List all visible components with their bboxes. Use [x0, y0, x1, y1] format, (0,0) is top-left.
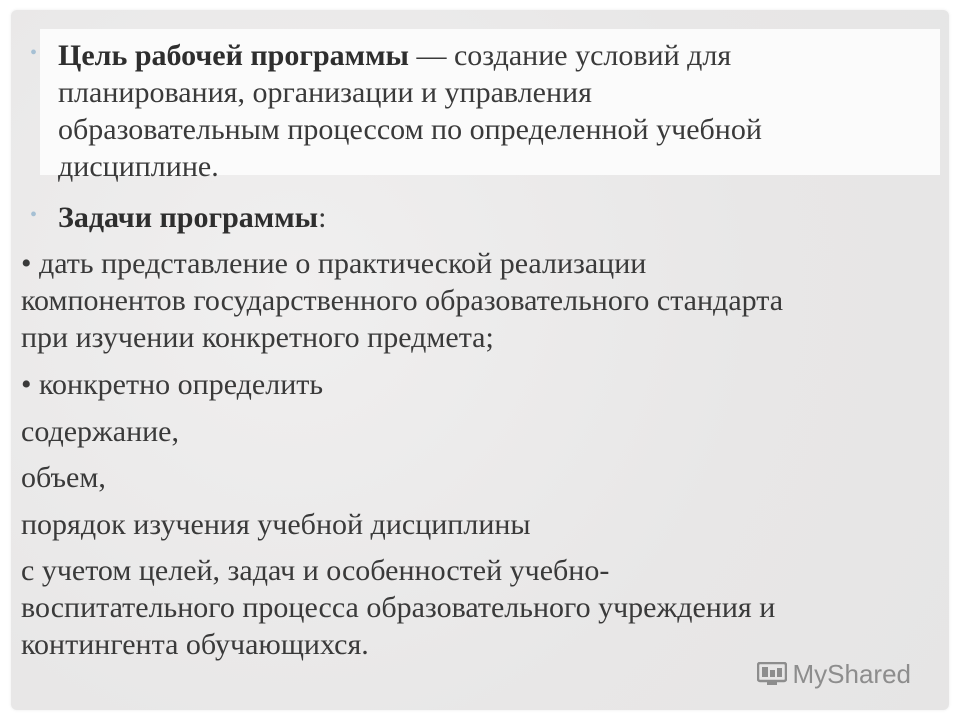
goal-line: образовательным процессом по определенной учебной: [58, 113, 762, 146]
task-sub-item: содержание,: [21, 415, 179, 448]
goal-first-line: [58, 37, 731, 74]
closing-line: контингента обучающихся.: [21, 628, 369, 661]
tasks-colon: :: [318, 201, 327, 234]
goal-line: дисциплине.: [58, 150, 219, 183]
slide: [11, 10, 949, 710]
tasks-title: Задачи программы: [58, 201, 319, 234]
watermark-text: MyShared: [792, 659, 911, 689]
task-item-line: при изучении конкретного предмета;: [21, 321, 494, 354]
closing-line: воспитательного процесса образовательного учреждения и: [21, 591, 776, 624]
task-item-line: • конкретно определить: [21, 368, 324, 401]
goal-title: Цель рабочей программы: [58, 39, 409, 72]
closing-line: с учетом целей, задач и особенностей учебно-: [21, 554, 610, 587]
task-item-line: • дать представление о практической реализации: [21, 247, 647, 280]
bullet-icon: •: [30, 204, 38, 226]
myshared-logo-icon: [757, 662, 787, 688]
watermark: [757, 659, 912, 690]
goal-lead: — создание условий для: [408, 39, 732, 72]
bullet-icon: •: [30, 42, 38, 64]
task-item-line: компонентов государственного образовательного стандарта: [21, 284, 784, 317]
task-sub-item: порядок изучения учебной дисциплины: [21, 508, 531, 541]
task-sub-item: объем,: [21, 461, 106, 494]
goal-line: планирования, организации и управления: [58, 76, 592, 109]
tasks-heading: [58, 199, 326, 236]
